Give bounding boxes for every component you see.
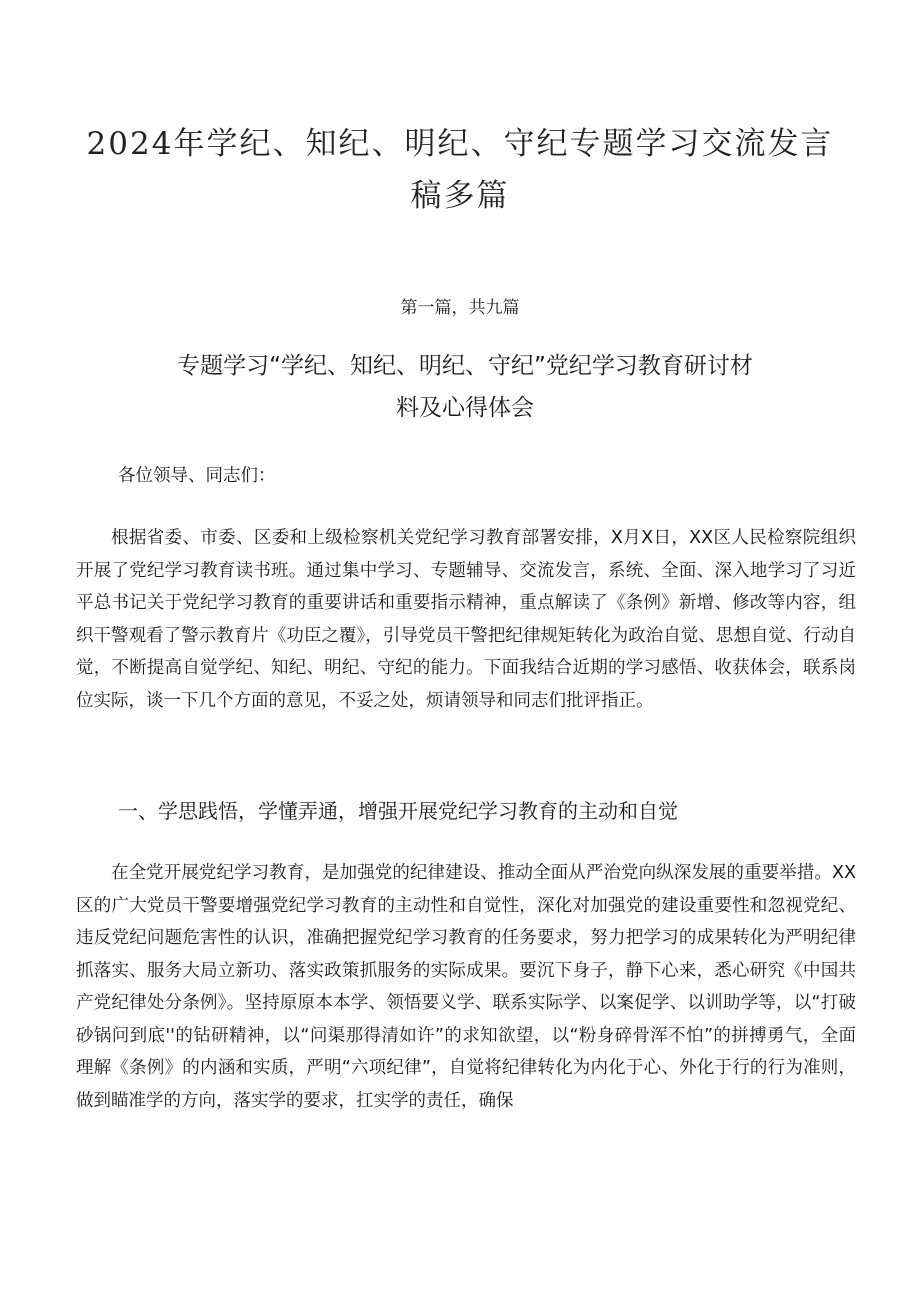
section-title [100,345,830,429]
document-title [60,118,860,222]
body-paragraph-1: 根据省委、市委、区委和上级检察机关党纪学习教育部署安排，X月X日，XX区人民检察院组织开展了党纪学习教育读书班。通过集中学习、专题辅导、交流发言，系统、全面、深入地学习了习近平总书记关于党纪学习教育的重要讲话和重要指示精神，重点解读了《条例》新增、修改等内容，组织干警观看了警示教育片《功臣之覆》，引导党员干警把纪律规矩转化为政治自觉、思想自觉、行动自觉，不断提高自觉学纪、知纪、明纪、守纪的能力。下面我结合近期的学习感悟、收获体会，联系岗位实际，谈一下几个方面的意见，不妥之处，烦请领导和同志们批评指正。 [76,528,856,711]
body-paragraph-2: 在全党开展党纪学习教育，是加强党的纪律建设、推动全面从严治党向纵深发展的重要举措。XX区的广大党员干警要增强党纪学习教育的主动性和自觉性，深化对加强党的建设重要性和忽视党纪、违反党纪问题危害性的认识，准确把握党纪学习教育的任务要求，努力把学习的成果转化为严明纪律抓落实、服务大局立新功、落实政策抓服务的实际成果。要沉下身子，静下心来，悉心研究《中国共产党纪律处分条例》。坚持原原本本学、领悟要义学、联系实际学、以案促学、以训助学等，以“打破砂锅问到底''的钻研精神，以“问渠那得清如许”的求知欲望，以“粉身碎骨浑不怕”的拼搏勇气，全面理解《条例》的内涵和实质，严明“六项纪律”，自觉将纪律转化为内化于心、外化于行的行为准则，做到瞄准学的方向，落实学的要求，扛实学的责任，确保 [76,863,856,1111]
document-title-line-2: 稿多篇 [410,178,510,214]
document-title-line-1: 2024年学纪、知纪、明纪、守纪专题学习交流发言 [86,126,834,162]
section-title-line-1: 专题学习“学纪、知纪、明纪、守纪”党纪学习教育研讨材 [177,353,753,379]
greeting: 各位领导、同志们： [118,466,276,486]
subheading-1: 一、学思践悟，学懂弄通，增强开展党纪学习教育的主动和自觉 [118,799,678,823]
part-label: 第一篇，共九篇 [400,298,520,318]
section-title-line-2: 料及心得体会 [396,395,534,421]
